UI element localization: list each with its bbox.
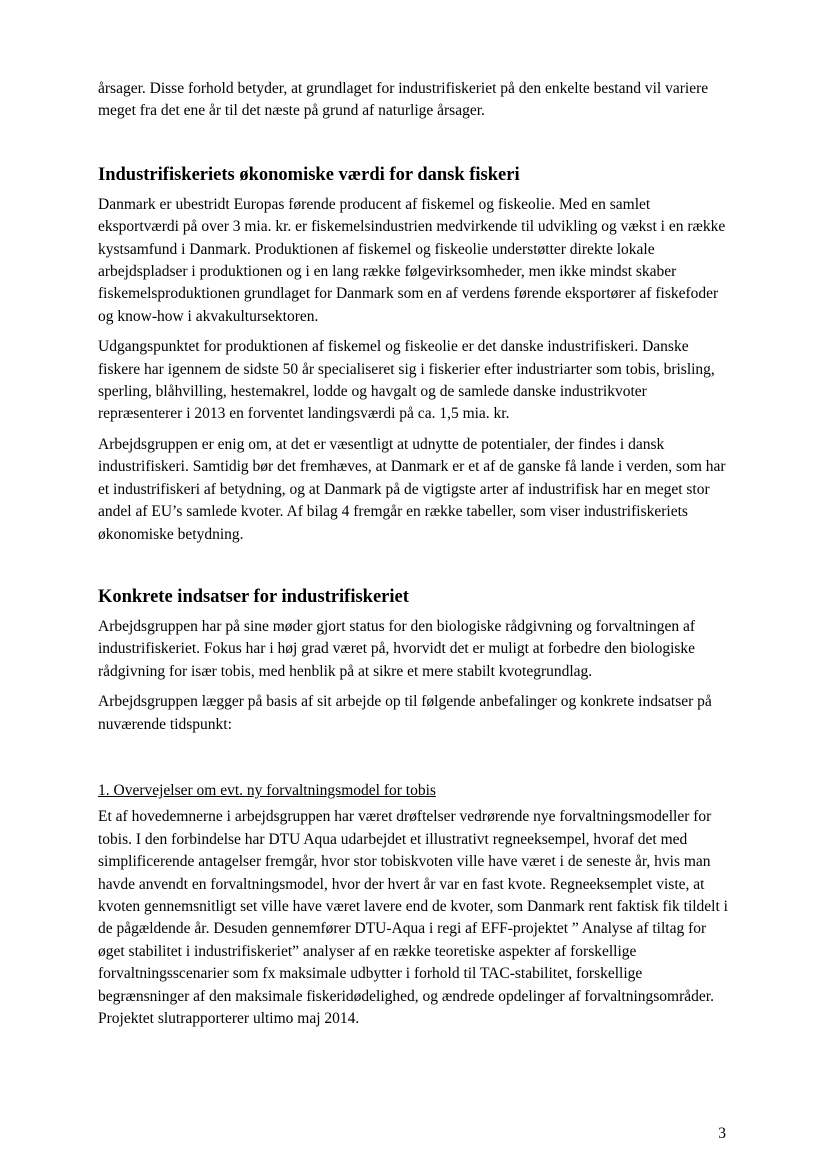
page-number: 3 bbox=[718, 1125, 726, 1142]
body-paragraph: Udgangspunktet for produktionen af fiskemel og fiskeolie er det danske industrifiskeri. Danske fiskere har igennem de sidste 50 år specialiseret sig i fiskerier efter industriarter som tobis, brisling, sperling, blåhvilling, hestemakrel, lodde og havgalt og de samlede danske industrikvoter repræsenterer i 2013 en forventet landingsværdi på ca. 1,5 mia. kr. bbox=[98, 338, 715, 423]
body-paragraph: Arbejdsgruppen er enig om, at det er væsentligt at udnytte de potentialer, der findes i dansk industrifiskeri. Samtidig bør det fremhæves, at Danmark er et af de ganske få lande i verden, som har et industrifiskeri af betydning, og at Danmark på de vigtigste arter af industrifisk har en meget stor andel af EU’s samlede kvoter. Af bilag 4 fremgår en række tabeller, som viser industrifiskeriets økonomiske betydning. bbox=[98, 435, 726, 543]
body-paragraph: Arbejdsgruppen har på sine møder gjort status for den biologiske rådgivning og forvaltningen af industrifiskeriet. Fokus har i høj grad været på, hvorvidt det er muligt at forbedre den biologiske rådgivning for især tobis, med henblik på at sikre et mere stabilt kvotegrundlag. bbox=[98, 617, 696, 680]
body-paragraph: Et af hovedemnerne i arbejdsgruppen har været drøftelser vedrørende nye forvaltningsmodeller for tobis. I den forbindelse har DTU Aqua udarbejdet et illustrativt regneeksempel, hvoraf det med simplificerende antagelser fremgår, hvor stor tobiskvoten ville have været i de seneste år, hvis man havde anvendt en forvaltningsmodel, hvor der hvert år var en fast kvote. Regneeksemplet viste, at kvoten gennemsnitligt set ville have været lavere end de kvoter, som Danmark rent faktisk fik tildelt i de pågældende år. Desuden gennemfører DTU-Aqua i regi af EFF-projektet ” Analyse af tiltag for øget stabilitet i industrifiskeriet” analyser af en række teoretiske aspekter af forskellige forvaltningsscenarier som fx maksimale udbytter i forhold til TAC-stabilitet, forskellige begrænsninger af den maksimale fiskeridødelighed, og ændrede opdelinger af forvaltningsområder. Projektet slutrapporterer ultimo maj 2014. bbox=[98, 808, 728, 1027]
document-page bbox=[98, 78, 734, 1030]
body-paragraph: Arbejdsgruppen lægger på basis af sit arbejde op til følgende anbefalinger og konkrete indsatser på nuværende tidspunkt: bbox=[98, 693, 712, 733]
subsection-heading-management-model: 1. Overvejelser om evt. ny forvaltningsmodel for tobis bbox=[98, 781, 436, 799]
section-heading-concrete-efforts: Konkrete indsatser for industrifiskeriet bbox=[98, 586, 409, 607]
intro-paragraph: årsager. Disse forhold betyder, at grundlaget for industrifiskeriet på den enkelte bestand vil variere meget fra det ene år til det næste på grund af naturlige årsager. bbox=[98, 80, 709, 120]
body-paragraph: Danmark er ubestridt Europas førende producent af fiskemel og fiskeolie. Med en samlet eksportværdi på over 3 mia. kr. er fiskemelsindustrien medvirkende til udvikling og vækst i en række kystsamfund i Danmark. Produktionen af fiskemel og fiskeolie understøtter direkte lokale arbejdspladser i produktionen og i en lang række følgevirksomheder, men ikke mindst skaber fiskemelsproduktionen grundlaget for Danmark som en af verdens førende eksportører af fiskefoder og know-how i akvakultursektoren. bbox=[98, 195, 726, 325]
section-heading-economic-value: Industrifiskeriets økonomiske værdi for dansk fiskeri bbox=[98, 164, 520, 185]
